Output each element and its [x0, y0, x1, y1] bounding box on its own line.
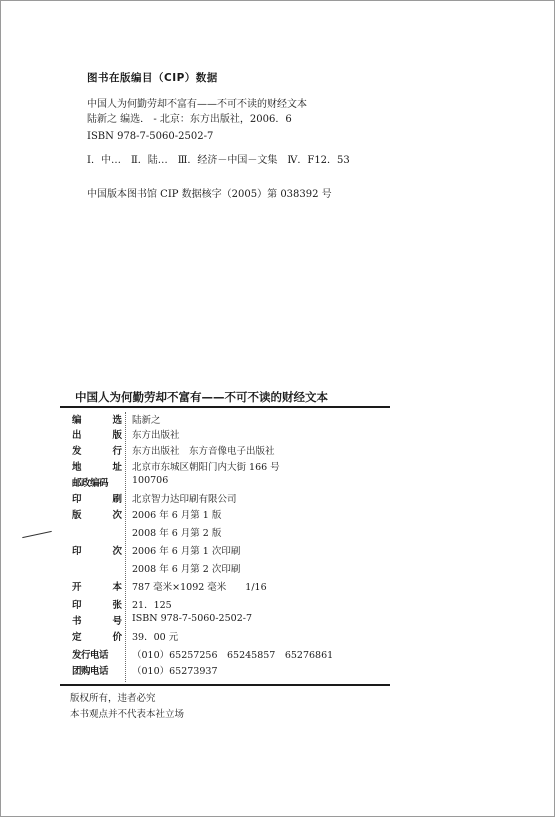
detail-label-char: 行: [112, 446, 122, 457]
detail-row: [72, 629, 392, 645]
detail-label-char: 刷: [112, 494, 122, 505]
detail-label: [72, 475, 122, 489]
disclaimer-notice: 本书观点并不代表本社立场: [70, 709, 185, 720]
copyright-notice: 版权所有，违者必究: [70, 693, 156, 704]
detail-row: [72, 525, 392, 541]
detail-value: ISBN 978-7-5060-2502-7: [132, 613, 252, 624]
title-rule: [60, 406, 390, 408]
detail-label-char: 版: [72, 510, 82, 521]
detail-label-char: 书: [72, 616, 82, 627]
detail-label-char: 印: [72, 494, 82, 505]
detail-label: [72, 613, 122, 627]
detail-value: （010）65257256 65245857 65276861: [132, 650, 334, 661]
cip-heading: 图书在版编目（CIP）数据: [87, 72, 218, 84]
detail-label-char: 选: [112, 415, 122, 426]
detail-row: [72, 647, 392, 663]
detail-label-char: 号: [112, 616, 122, 627]
detail-label-char: 址: [112, 462, 122, 473]
detail-row: [72, 491, 392, 507]
detail-label-char: 次: [112, 546, 122, 557]
detail-value: 2008 年 6 月第 2 次印刷: [132, 564, 241, 575]
detail-label-char: 印: [72, 546, 82, 557]
detail-row: [72, 475, 392, 491]
detail-value: 陆新之: [132, 415, 161, 426]
cip-check-number: 中国版本图书馆 CIP 数据核字（2005）第 038392 号: [87, 189, 332, 200]
detail-row: [72, 579, 392, 595]
detail-value: 北京智力达印刷有限公司: [132, 494, 237, 505]
detail-label: [72, 647, 122, 661]
detail-row: [72, 597, 392, 613]
detail-row: [72, 543, 392, 559]
detail-label-char: 版: [112, 430, 122, 441]
detail-label-char: 出: [72, 430, 82, 441]
detail-label: [72, 507, 122, 521]
detail-row: [72, 459, 392, 475]
detail-label: [72, 543, 122, 557]
detail-row: [72, 613, 392, 629]
detail-label: [72, 629, 122, 643]
detail-label: [72, 579, 122, 593]
detail-label: [72, 491, 122, 505]
detail-value: 787 毫米×1092 毫米 1/16: [132, 582, 267, 593]
detail-label: [72, 443, 122, 457]
detail-value: 2006 年 6 月第 1 版: [132, 510, 222, 521]
detail-row: [72, 561, 392, 577]
cip-isbn-line: ISBN 978-7-5060-2502-7: [87, 131, 214, 142]
detail-label: [72, 459, 122, 473]
detail-value: 2008 年 6 月第 2 版: [132, 528, 222, 539]
detail-label-char: 发行电话: [72, 650, 109, 661]
detail-value: 东方出版社: [132, 430, 180, 441]
detail-label-char: 邮政编码: [72, 478, 109, 489]
detail-label-char: 印: [72, 600, 82, 611]
detail-value: 北京市东城区朝阳门内大街 166 号: [132, 462, 280, 473]
detail-label-char: 团购电话: [72, 666, 109, 677]
detail-label-char: 开: [72, 582, 82, 593]
detail-label-char: 本: [112, 582, 122, 593]
detail-row: [72, 663, 392, 679]
detail-label-char: 地: [72, 462, 82, 473]
detail-value: （010）65273937: [132, 666, 218, 677]
column-separator: [125, 412, 126, 682]
detail-value: 100706: [132, 475, 169, 486]
book-title: 中国人为何勤劳却不富有——不可不读的财经文本: [75, 390, 328, 404]
detail-row: [72, 412, 392, 428]
detail-label-char: 定: [72, 632, 82, 643]
cip-title-line: 中国人为何勤劳却不富有——不可不读的财经文本: [87, 99, 307, 110]
detail-label: [72, 663, 122, 677]
detail-row: [72, 507, 392, 523]
detail-value: 39．00 元: [132, 632, 179, 643]
detail-label-char: 价: [112, 632, 122, 643]
detail-row: [72, 427, 392, 443]
detail-label-char: 编: [72, 415, 82, 426]
detail-label-char: 次: [112, 510, 122, 521]
detail-value: 21．125: [132, 600, 172, 611]
detail-label: [72, 427, 122, 441]
detail-label-char: 发: [72, 446, 82, 457]
detail-value: 2006 年 6 月第 1 次印刷: [132, 546, 241, 557]
detail-label-char: 张: [112, 600, 122, 611]
detail-label: [72, 412, 122, 426]
detail-label: [72, 597, 122, 611]
details-bottom-rule: [60, 684, 390, 686]
detail-value: 东方出版社 东方音像电子出版社: [132, 446, 275, 457]
cip-editor-line: 陆新之 编选． - 北京：东方出版社，2006．6: [87, 114, 292, 125]
detail-row: [72, 443, 392, 459]
cip-classification-line: Ⅰ．中… Ⅱ．陆… Ⅲ．经济－中国－文集 Ⅳ．F12．53: [87, 155, 350, 166]
